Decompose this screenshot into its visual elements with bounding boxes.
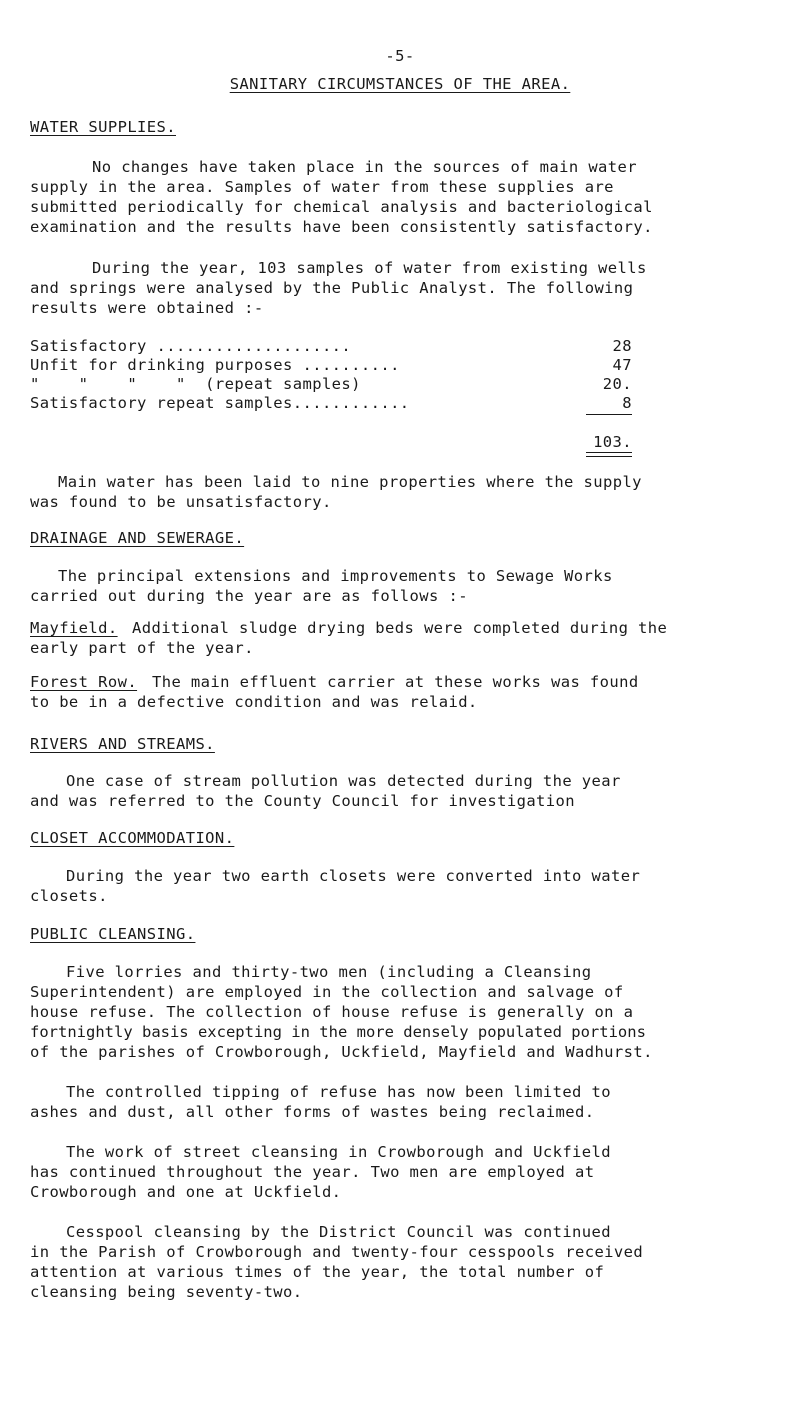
drainage-p1-line-2: carried out during the year are as follows :- — [30, 587, 468, 605]
section-heading-cleansing: PUBLIC CLEANSING. — [30, 925, 196, 943]
water-p2-line-1: During the year, 103 samples of water from existing wells — [92, 259, 647, 277]
water-p1-line-2: supply in the area. Samples of water from these supplies are — [30, 178, 614, 196]
water-p3-line-2: was found to be unsatisfactory. — [30, 493, 332, 511]
rivers-line-2: and was referred to the County Council for investigation — [30, 792, 575, 810]
table-row-value: 8 — [622, 394, 632, 412]
water-p2-line-3: results were obtained :- — [30, 299, 264, 317]
section-heading-rivers: RIVERS AND STREAMS. — [30, 735, 215, 753]
cleansing-p3-line-2: has continued throughout the year. Two men are employed at — [30, 1163, 595, 1181]
cleansing-p4-line-1: Cesspool cleansing by the District Council was continued — [66, 1223, 611, 1241]
sum-rule — [586, 414, 632, 415]
table-row-value: 20. — [602, 375, 632, 393]
water-p2-line-2: and springs were analysed by the Public Analyst. The following — [30, 279, 634, 297]
mayfield-line-2: early part of the year. — [30, 639, 254, 657]
table-row-value: 28 — [612, 337, 632, 355]
cleansing-p1-line-4: fortnightly basis excepting in the more densely populated portions — [30, 1023, 646, 1041]
cleansing-p4-line-4: cleansing being seventy-two. — [30, 1283, 303, 1301]
section-heading-closet: CLOSET ACCOMMODATION. — [30, 829, 235, 847]
mayfield-heading: Mayfield. — [30, 619, 118, 637]
table-row-value: 47 — [612, 356, 632, 374]
cleansing-p4-line-3: attention at various times of the year, the total number of — [30, 1263, 605, 1281]
page-number: -5- — [385, 47, 415, 65]
closet-line-2: closets. — [30, 887, 108, 905]
section-heading-drainage: DRAINAGE AND SEWERAGE. — [30, 529, 245, 547]
cleansing-p3-line-1: The work of street cleansing in Crowborough and Uckfield — [66, 1143, 611, 1161]
water-p1-line-1: No changes have taken place in the sources of main water — [92, 158, 637, 176]
mayfield-line-1: Additional sludge drying beds were completed during the — [132, 619, 668, 637]
cleansing-p3-line-3: Crowborough and one at Uckfield. — [30, 1183, 342, 1201]
cleansing-p1-line-1: Five lorries and thirty-two men (including a Cleansing — [66, 963, 592, 981]
drainage-p1-line-1: The principal extensions and improvements to Sewage Works — [58, 567, 613, 585]
forest-row-line-2: to be in a defective condition and was relaid. — [30, 693, 478, 711]
table-row-label: Satisfactory .................... — [30, 337, 352, 355]
page-title: SANITARY CIRCUMSTANCES OF THE AREA. — [229, 75, 571, 93]
water-p1-line-3: submitted periodically for chemical analysis and bacteriological — [30, 198, 653, 216]
cleansing-p2-line-1: The controlled tipping of refuse has now been limited to — [66, 1083, 611, 1101]
water-p1-line-4: examination and the results have been consistently satisfactory. — [30, 218, 653, 236]
section-heading-water: WATER SUPPLIES. — [30, 118, 176, 136]
cleansing-p2-line-2: ashes and dust, all other forms of wastes being reclaimed. — [30, 1103, 595, 1121]
forest-row-heading: Forest Row. — [30, 673, 138, 691]
forest-row-line-1: The main effluent carrier at these works was found — [152, 673, 639, 691]
water-p3-line-1: Main water has been laid to nine properties where the supply — [58, 473, 642, 491]
table-row-label: Unfit for drinking purposes .......... — [30, 356, 400, 374]
table-total: 103. — [593, 433, 632, 451]
cleansing-p1-line-3: house refuse. The collection of house refuse is generally on a — [30, 1003, 634, 1021]
cleansing-p4-line-2: in the Parish of Crowborough and twenty-four cesspools received — [30, 1243, 644, 1261]
cleansing-p1-line-5: of the parishes of Crowborough, Uckfield, Mayfield and Wadhurst. — [30, 1043, 653, 1061]
rivers-line-1: One case of stream pollution was detected during the year — [66, 772, 621, 790]
total-double-rule — [586, 452, 632, 457]
cleansing-p1-line-2: Superintendent) are employed in the collection and salvage of — [30, 983, 624, 1001]
closet-line-1: During the year two earth closets were converted into water — [66, 867, 641, 885]
table-row-label: " " " " (repeat samples) — [30, 375, 361, 393]
table-row-label: Satisfactory repeat samples............ — [30, 394, 410, 412]
